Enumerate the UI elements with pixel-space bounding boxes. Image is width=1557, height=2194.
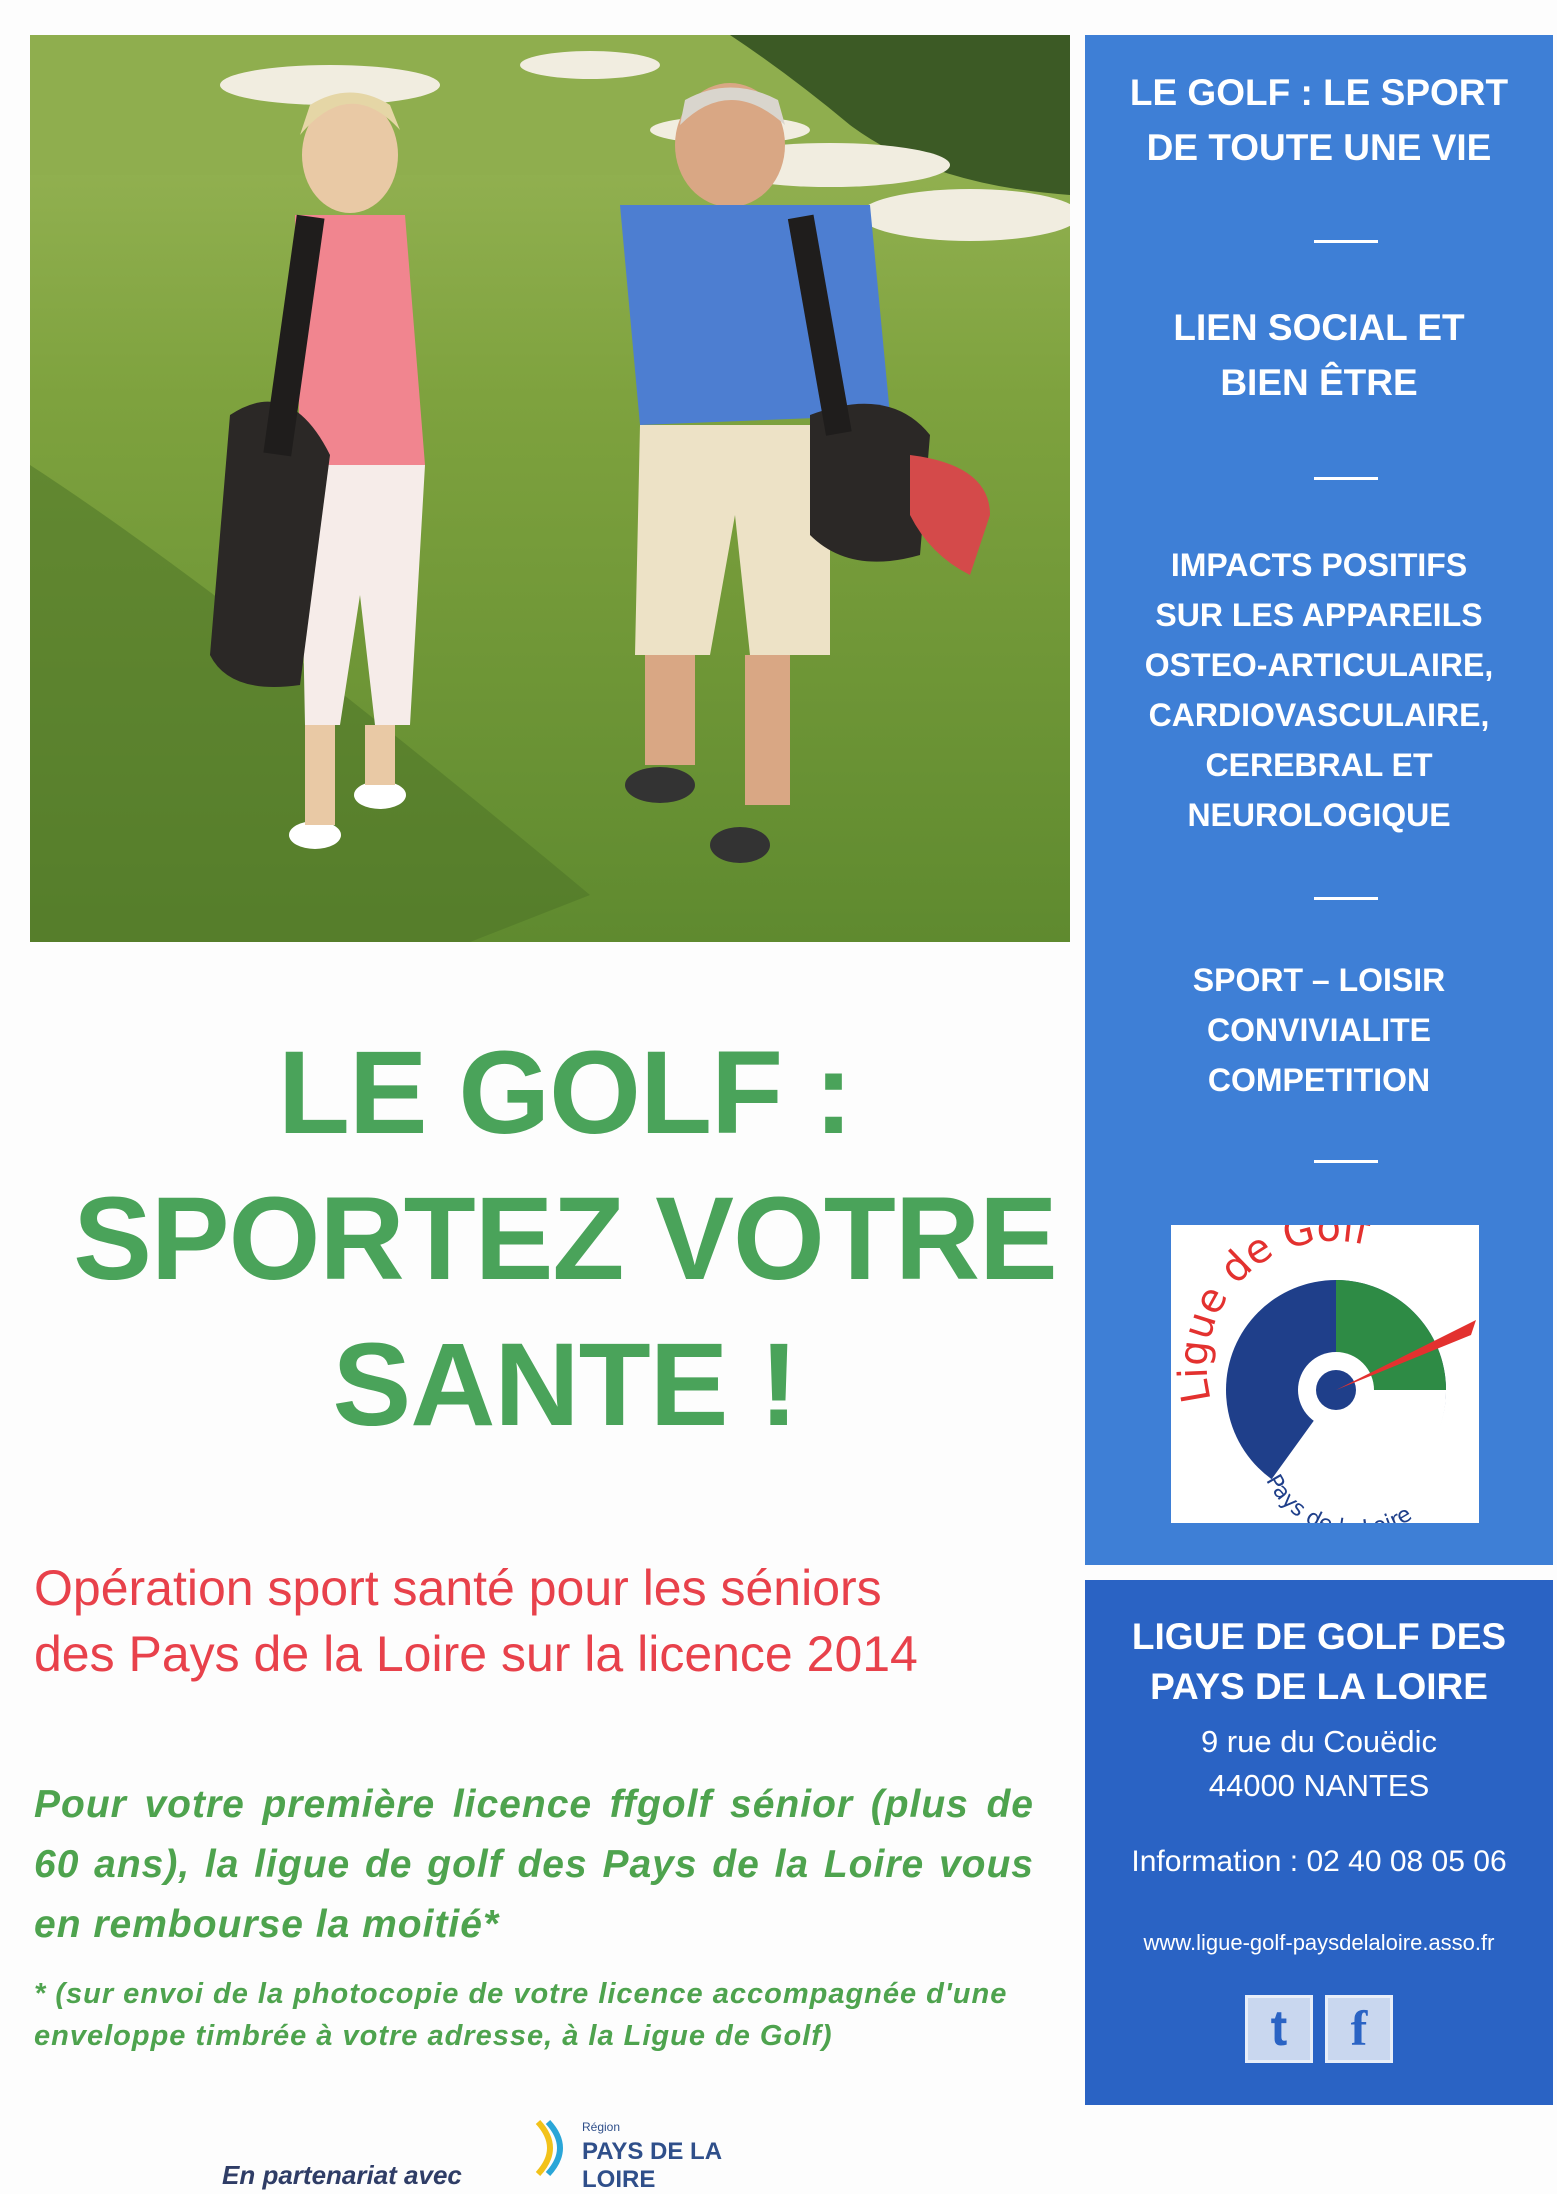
- subtitle-line-2: des Pays de la Loire sur la licence 2014: [34, 1626, 918, 1682]
- sidebar-text: LE GOLF : LE SPORT: [1129, 72, 1509, 113]
- address: [1085, 1720, 1553, 1808]
- main-title-line-3: SANTE !: [332, 1319, 798, 1451]
- address-line: 9 rue du Couëdic: [1200, 1724, 1438, 1759]
- main-title: [30, 1020, 1100, 1458]
- sidebar-text: CEREBRAL ET: [1205, 747, 1433, 783]
- divider: [1314, 1160, 1378, 1163]
- sidebar-text: IMPACTS POSITIFS: [1170, 547, 1468, 583]
- address-line: 44000 NANTES: [1208, 1768, 1430, 1803]
- sidebar-block-social: [1085, 300, 1553, 410]
- divider: [1314, 240, 1378, 243]
- ligue-logo: [1171, 1225, 1479, 1523]
- divider: [1314, 897, 1378, 900]
- hero-photo: [30, 35, 1070, 942]
- website-link[interactable]: www.ligue-golf-paysdelaloire.asso.fr: [1143, 1930, 1495, 1955]
- twitter-icon[interactable]: t: [1245, 1995, 1313, 2063]
- logo-top-textpath: Ligue de Golf: [1171, 1225, 1374, 1407]
- sidebar-text: DE TOUTE UNE VIE: [1146, 127, 1492, 168]
- subtitle: [34, 1555, 1084, 1687]
- sidebar-block-leisure: [1085, 955, 1553, 1105]
- region-name: PAYS DE LA LOIRE: [582, 2138, 722, 2193]
- sidebar-text: BIEN ÊTRE: [1220, 362, 1418, 403]
- sidebar-text: COMPETITION: [1207, 1062, 1431, 1098]
- logo-bottom-textpath: Pays d re: [1260, 1470, 1417, 1523]
- sidebar-text: OSTEO-ARTICULAIRE,: [1144, 647, 1494, 683]
- sidebar-text: CONVIVIALITE: [1206, 1012, 1431, 1048]
- sidebar-text: NEUROLOGIQUE: [1187, 797, 1451, 833]
- sidebar-block-impacts: [1085, 540, 1553, 840]
- phone-info: Information : 02 40 08 05 06: [1131, 1845, 1507, 1878]
- main-title-line-1: LE GOLF :: [277, 1027, 853, 1159]
- footnote: * (sur envoi de la photocopie de votre licence accompagnée d'une enveloppe timbrée à votre adresse, à la Ligue de Golf): [34, 1978, 1008, 2052]
- facebook-icon[interactable]: f: [1325, 1995, 1393, 2063]
- sidebar-block-lifelong: [1085, 65, 1553, 175]
- sidebar-text: CARDIOVASCULAIRE,: [1148, 697, 1490, 733]
- org-name-line: PAYS DE LA LOIRE: [1150, 1666, 1488, 1707]
- org-name: [1085, 1612, 1553, 1712]
- subtitle-line-1: Opération sport santé pour les séniors: [34, 1560, 882, 1616]
- region-logo: [532, 2118, 772, 2193]
- region-small-label: Région: [582, 2120, 621, 2134]
- sidebar: [1085, 35, 1553, 1565]
- sidebar-text: LIEN SOCIAL ET: [1173, 307, 1465, 348]
- partner-label: En partenariat avec: [222, 2160, 462, 2190]
- sidebar-text: SUR LES APPAREILS: [1155, 597, 1483, 633]
- main-title-line-2: SPORTEZ VOTRE: [73, 1173, 1057, 1305]
- offer-text: Pour votre première licence ffgolf sénior (plus de 60 ans), la ligue de golf des Pays de la Loire vous en rembourse la moitié*: [34, 1783, 1034, 1946]
- contact-box: [1085, 1580, 1553, 2105]
- region-arc-icon: [532, 2118, 576, 2178]
- org-name-line: LIGUE DE GOLF DES: [1131, 1616, 1507, 1657]
- sidebar-text: SPORT – LOISIR: [1192, 962, 1446, 998]
- divider: [1314, 477, 1378, 480]
